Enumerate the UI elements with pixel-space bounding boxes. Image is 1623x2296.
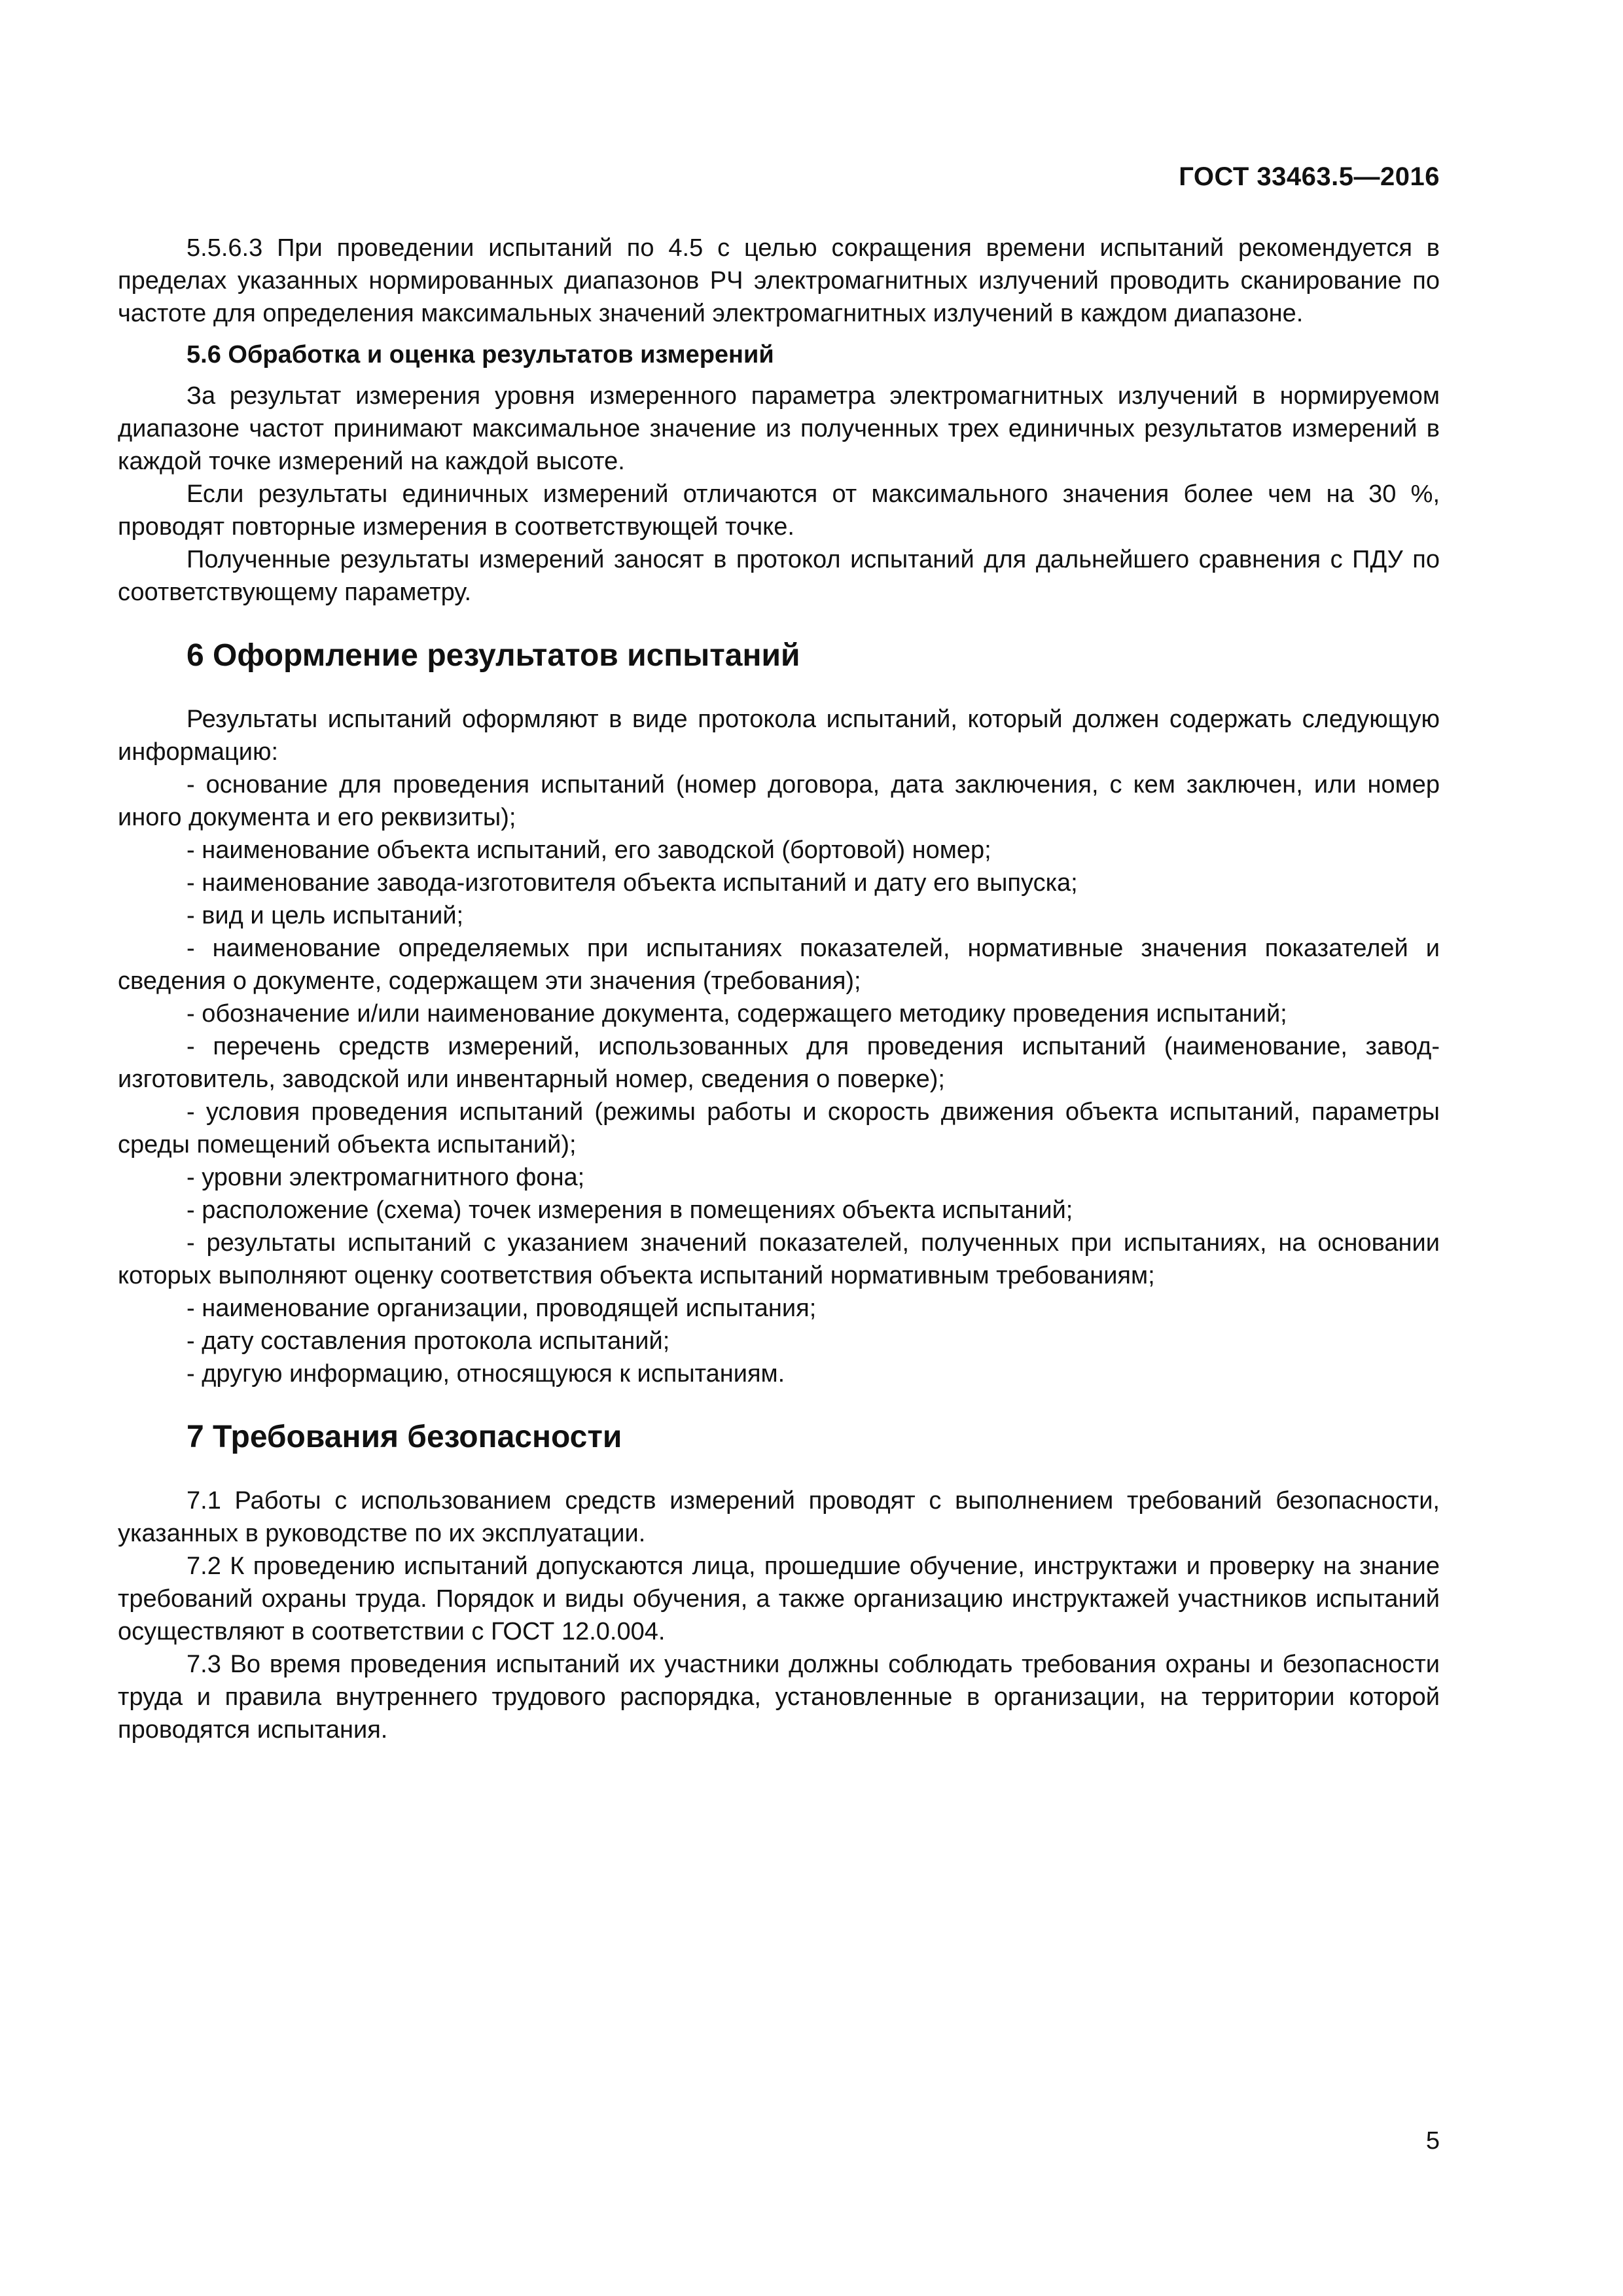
list-item: - условия проведения испытаний (режимы работы и скорость движения объекта испытаний, параметры среды помещений объекта испытаний); <box>118 1098 1440 1158</box>
document-body <box>118 232 1440 1746</box>
section-5-6-paragraph: Полученные результаты измерений заносят в протокол испытаний для дальнейшего сравнения с ПДУ по соответствующему параметру. <box>118 546 1440 606</box>
list-item: - наименование организации, проводящей испытания; <box>187 1295 817 1322</box>
section-5-6-paragraph: За результат измерения уровня измеренного параметра электромагнитных излучений в нормируемом диапазоне частот принимают максимальное значение из полученных трех единичных результатов измерений в каждой точке измерений на каждой высоте. <box>118 382 1440 475</box>
list-item: - уровни электромагнитного фона; <box>187 1164 585 1191</box>
clause-5-5-6-3: 5.5.6.3 При проведении испытаний по 4.5 с целью сокращения времени испытаний рекомендуется в пределах указанных нормированных диапазонов РЧ электромагнитных излучений проводить сканирование по частоте для определения максимальных значений электромагнитных излучений в каждом диапазоне. <box>118 234 1440 327</box>
section-6-intro: Результаты испытаний оформляют в виде протокола испытаний, который должен содержать следующую информацию: <box>118 706 1440 766</box>
list-item: - обозначение и/или наименование документа, содержащего методику проведения испытаний; <box>187 1000 1287 1028</box>
clause-7-3: 7.3 Во время проведения испытаний их участники должны соблюдать требования охраны и безопасности труда и правила внутреннего трудового распорядка, установленные в организации, на территории которой проводятся испытания. <box>118 1651 1440 1744</box>
list-item: - другую информацию, относящуюся к испытаниям. <box>187 1360 785 1388</box>
clause-7-1: 7.1 Работы с использованием средств измерений проводят с выполнением требований безопасности, указанных в руководстве по их эксплуатации. <box>118 1487 1440 1547</box>
page-number: 5 <box>1425 2127 1440 2155</box>
list-item: - перечень средств измерений, использованных для проведения испытаний (наименование, завод-изготовитель, заводской или инвентарный номер, сведения о поверке); <box>118 1033 1440 1093</box>
section-7-title: 7 Требования безопасности <box>187 1420 622 1454</box>
list-item: - вид и цель испытаний; <box>187 902 464 929</box>
section-6-title: 6 Оформление результатов испытаний <box>187 638 800 673</box>
list-item: - наименование объекта испытаний, его заводской (бортовой) номер; <box>187 836 991 864</box>
list-item: - наименование определяемых при испытаниях показателей, нормативные значения показателей и сведения о документе, содержащем эти значения (требования); <box>118 935 1440 995</box>
section-5-6-paragraph: Если результаты единичных измерений отличаются от максимального значения более чем на 30 %, проводят повторные измерения в соответствующей точке. <box>118 480 1440 541</box>
document-header: ГОСТ 33463.5—2016 <box>1179 162 1440 191</box>
list-item: - дату составления протокола испытаний; <box>187 1327 670 1355</box>
list-item: - основание для проведения испытаний (номер договора, дата заключения, с кем заключен, или номер иного документа и его реквизиты); <box>118 771 1440 831</box>
list-item: - результаты испытаний с указанием значений показателей, полученных при испытаниях, на основании которых выполняют оценку соответствия объекта испытаний нормативным требованиям; <box>118 1229 1440 1289</box>
section-5-6-title: 5.6 Обработка и оценка результатов измерений <box>187 341 774 368</box>
list-item: - наименование завода-изготовителя объекта испытаний и дату его выпуска; <box>187 869 1078 897</box>
list-item: - расположение (схема) точек измерения в помещениях объекта испытаний; <box>187 1196 1073 1224</box>
document-page <box>118 0 1440 2296</box>
clause-7-2: 7.2 К проведению испытаний допускаются лица, прошедшие обучение, инструктажи и проверку на знание требований охраны труда. Порядок и виды обучения, а также организацию инструктажей участников испытаний осуществляют в соответствии с ГОСТ 12.0.004. <box>118 1552 1440 1645</box>
